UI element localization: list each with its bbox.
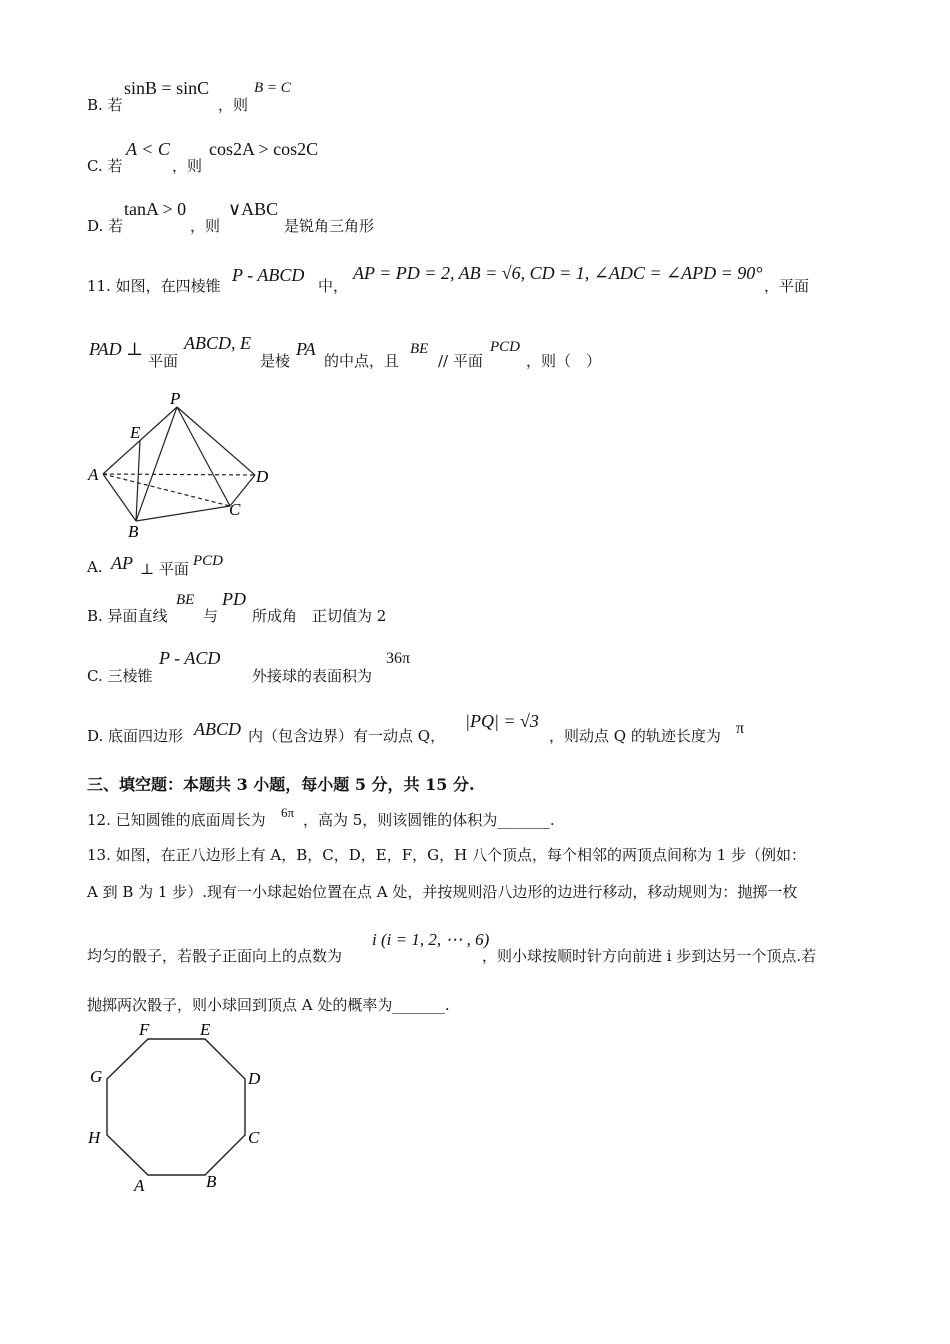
q10-c-sep: ，则 [172,157,203,175]
q11-b-formula2: PD [222,589,246,609]
label-e: E [200,1020,211,1039]
q11-stem-start: 11. 如图，在四棱锥 [87,277,221,295]
q11-c-formula2: 36π [386,650,411,667]
q10-d-formula1: tanA > 0 [124,199,187,219]
q11-a-formula2: PCD [193,553,223,569]
q11-c-prefix: C. 三棱锥 [87,667,153,685]
q11-d-formula2: |PQ| = √3 [465,711,539,731]
q12-value: 6π [281,805,295,820]
q11-d-prefix: D. 底面四边形 [87,727,184,745]
q10-b-formula1: sinB = sinC [124,78,210,98]
q11-pcd: PCD [490,339,520,355]
label-c: C [229,500,241,519]
q13-formula: i (i = 1, 2, ⋯ , 6) [372,930,490,949]
q10-d-suffix: 是锐角三角形 [284,217,375,235]
octagon-shape [107,1039,245,1175]
q13-line4: 抛掷两次骰子，则小球回到顶点 A 处的概率为_______. [87,996,450,1014]
label-a: A [88,465,99,484]
q11-b-formula1: BE [176,592,195,608]
q10-b-sep: ，则 [218,96,249,114]
q11-b-prefix: B. 异面直线 [87,607,168,625]
q11-end: ，则（ ） [526,352,602,370]
q13-line1: 13. 如图，在正八边形上有 A，B，C，D，E，F，G，H 八个顶点，每个相邻的两顶点间称为 1 步（例如： [87,846,807,864]
q10-c-formula1: A < C [126,139,170,159]
q12-pre: 12. 已知圆锥的底面周长为 [87,811,266,829]
edge-pc [177,407,230,506]
q11-a-prefix: A. [87,558,103,576]
q11-b-suffix: 所成角 正切值为 2 [252,607,387,625]
label-b: B [128,522,139,541]
q11-plane-word: 平面 [148,352,179,370]
q10-d-sep: ，则 [190,217,221,235]
q10-c-formula2: cos2A > cos2C [209,139,319,159]
label-b: B [206,1172,217,1191]
label-e: E [130,423,141,442]
segment-be [136,440,140,521]
q11-d-mid: 内（包含边界）有一动点 Q， [248,727,446,745]
edge-bc [136,506,230,521]
label-g: G [90,1067,103,1086]
q11-parallel: // 平面 [438,352,483,370]
q11-be: BE [410,341,429,357]
q11-pad: PAD ⊥ [89,339,144,359]
label-d: D [248,1069,261,1088]
q13-line3b: ，则小球按顺时针方向前进 i 步到达另一个顶点.若 [482,947,817,965]
q11-c-suffix: 外接球的表面积为 [252,667,373,685]
q11-d-formula3: π [736,720,745,737]
label-d: D [256,467,269,486]
pyramid-figure [80,385,280,545]
q11-pa: PA [296,339,316,359]
label-p: P [170,389,181,408]
q11-d-suffix: ，则动点 Q 的轨迹长度为 [549,727,721,745]
label-f: F [139,1020,150,1039]
q13-line2: A 到 B 为 1 步）.现有一小球起始位置在点 A 处，并按规则沿八边形的边进行移动，移动规则为：抛掷一枚 [87,883,798,901]
q11-a-formula1: AP [111,553,133,573]
q10-d-prefix: D. 若 [87,217,124,235]
edge-pd [177,407,255,475]
octagon-figure [80,1015,280,1200]
q11-abcde: ABCD, E [184,333,251,353]
q10-c-prefix: C. 若 [87,157,123,175]
q10-b-prefix: B. 若 [87,96,123,114]
q11-mid2: 的中点，且 [324,352,400,370]
q12-post: ，高为 5，则该圆锥的体积为_______. [303,811,555,829]
q10-b-formula2: B = C [254,80,291,96]
q11-pyramid: P - ABCD [232,265,305,285]
label-c: C [248,1128,260,1147]
q13-line3a: 均匀的骰子，若骰子正面向上的点数为 [87,947,343,965]
section-3-heading: 三、填空题：本题共 3 小题，每小题 5 分，共 15 分. [87,775,475,794]
label-h: H [88,1128,101,1147]
q11-d-formula1: ABCD [194,719,241,739]
q11-c-formula1: P - ACD [159,648,221,668]
edge-pb [136,407,177,521]
q11-mid1: 是棱 [260,352,291,370]
label-a: A [134,1176,145,1195]
q11-tail1: ，平面 [764,277,810,295]
q11-conditions: AP = PD = 2, AB = √6, CD = 1, ∠ADC = ∠APD = 90° [353,263,763,283]
q11-b-mid: 与 [203,607,219,625]
q11-a-perp: ⊥ 平面 [140,560,189,578]
q10-d-formula2: ∨ABC [228,199,279,219]
q11-zhong: 中， [318,277,349,295]
hidden-edge-ad [103,474,255,475]
